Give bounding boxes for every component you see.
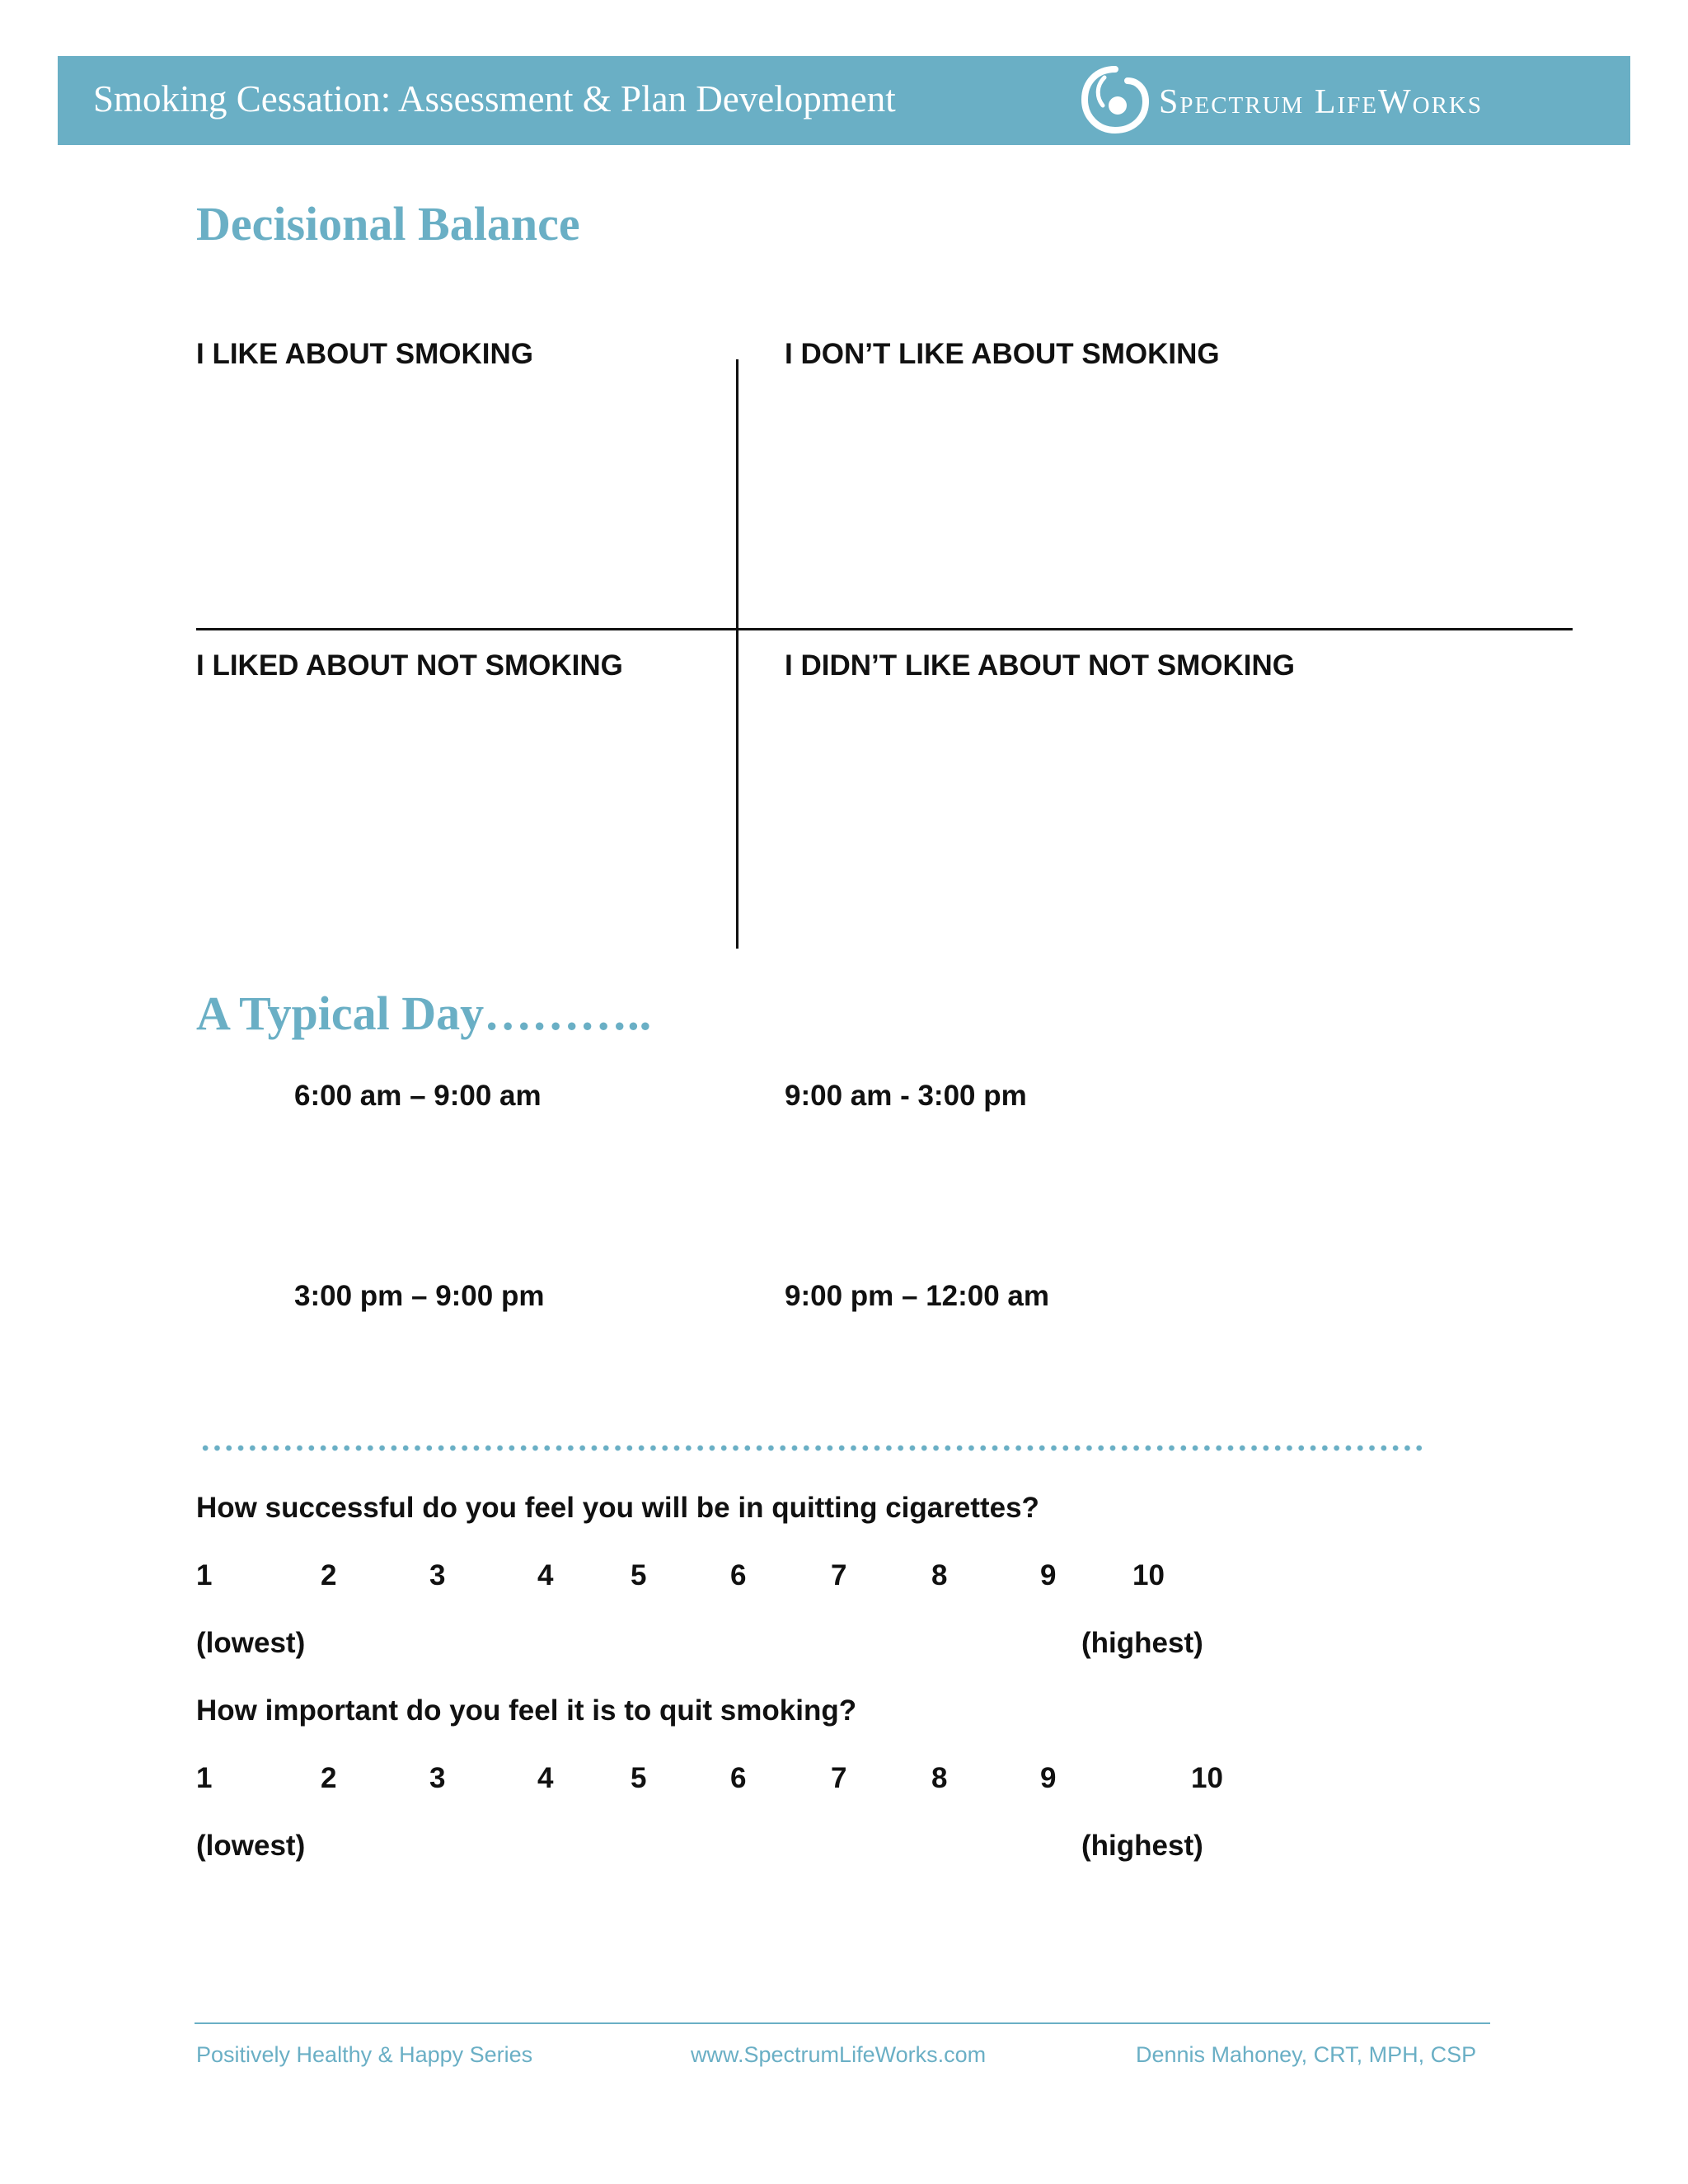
importance-scale-6[interactable]: 6 <box>730 1762 747 1794</box>
typical-day-title: A Typical Day……….. <box>196 987 652 1040</box>
importance-scale-7[interactable]: 7 <box>831 1762 847 1794</box>
success-question: How successful do you feel you will be in quitting cigarettes? <box>196 1492 1039 1524</box>
success-scale-1[interactable]: 1 <box>196 1559 213 1591</box>
time-slot-midday: 9:00 am - 3:00 pm <box>785 1080 1027 1112</box>
quadrant-dislike-smoking: I DON’T LIKE ABOUT SMOKING <box>785 338 1220 370</box>
logo-text: Spectrum LifeWorks <box>1159 83 1483 121</box>
spectrum-swirl-logo-icon <box>1080 64 1151 135</box>
footer-series: Positively Healthy & Happy Series <box>196 2042 533 2067</box>
importance-question: How important do you feel it is to quit smoking? <box>196 1694 857 1727</box>
importance-scale-lowest: (lowest) <box>196 1830 306 1862</box>
time-slot-night: 9:00 pm – 12:00 am <box>785 1280 1050 1312</box>
time-slot-evening: 3:00 pm – 9:00 pm <box>294 1280 545 1312</box>
success-scale-6[interactable]: 6 <box>730 1559 747 1591</box>
success-scale-highest: (highest) <box>1081 1627 1203 1659</box>
quadrant-liked-not-smoking: I LIKED ABOUT NOT SMOKING <box>196 649 623 682</box>
importance-scale-9[interactable]: 9 <box>1040 1762 1057 1794</box>
importance-scale-4[interactable]: 4 <box>537 1762 554 1794</box>
success-scale-5[interactable]: 5 <box>631 1559 647 1591</box>
success-scale-10[interactable]: 10 <box>1132 1559 1165 1591</box>
success-scale-8[interactable]: 8 <box>931 1559 948 1591</box>
importance-scale-8[interactable]: 8 <box>931 1762 948 1794</box>
quadrant-horizontal-divider <box>196 628 1573 630</box>
footer-author: Dennis Mahoney, CRT, MPH, CSP <box>1136 2042 1477 2067</box>
importance-scale-3[interactable]: 3 <box>429 1762 446 1794</box>
importance-scale-1[interactable]: 1 <box>196 1762 213 1794</box>
time-slot-morning: 6:00 am – 9:00 am <box>294 1080 542 1112</box>
success-scale-2[interactable]: 2 <box>321 1559 337 1591</box>
quadrant-like-smoking: I LIKE ABOUT SMOKING <box>196 338 533 370</box>
importance-scale-5[interactable]: 5 <box>631 1762 647 1794</box>
quadrant-vertical-divider <box>736 359 738 949</box>
importance-scale-highest: (highest) <box>1081 1830 1203 1862</box>
footer-divider <box>195 2022 1490 2024</box>
success-scale-3[interactable]: 3 <box>429 1559 446 1591</box>
header-banner <box>58 56 1630 145</box>
success-scale-9[interactable]: 9 <box>1040 1559 1057 1591</box>
dotted-separator <box>199 1442 1428 1454</box>
importance-scale-2[interactable]: 2 <box>321 1762 337 1794</box>
quadrant-disliked-not-smoking: I DIDN’T LIKE ABOUT NOT SMOKING <box>785 649 1295 682</box>
footer-website[interactable]: www.SpectrumLifeWorks.com <box>691 2042 987 2067</box>
success-scale-4[interactable]: 4 <box>537 1559 554 1591</box>
success-scale-lowest: (lowest) <box>196 1627 306 1659</box>
logo <box>1080 63 1607 138</box>
importance-scale-10[interactable]: 10 <box>1191 1762 1223 1794</box>
success-scale-7[interactable]: 7 <box>831 1559 847 1591</box>
header-title: Smoking Cessation: Assessment & Plan Development <box>93 78 896 120</box>
decisional-balance-title: Decisional Balance <box>196 197 580 251</box>
